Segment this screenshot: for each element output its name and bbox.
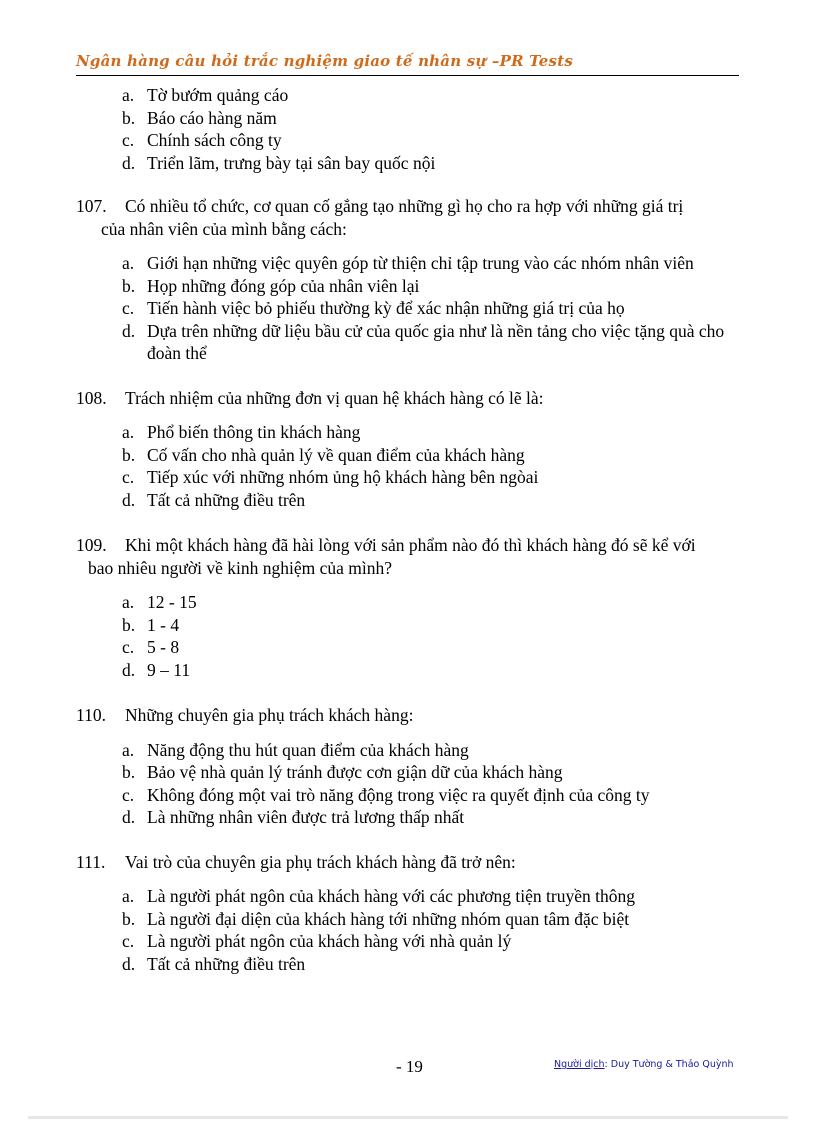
- question-number: 111.: [76, 851, 106, 872]
- option-item: d. 9 – 11: [122, 659, 191, 680]
- question-text: 110. Những chuyên gia phụ trách khách hàng:: [76, 705, 414, 725]
- question-109: [76, 534, 748, 681]
- page-header-title: Ngân hàng câu hỏi trắc nghiệm giao tế nhân sự –PR Tests: [76, 52, 573, 70]
- question-111: [76, 851, 748, 976]
- answer-options: [76, 739, 748, 829]
- option-item: a. Năng động thu hút quan điểm của khách hàng: [122, 739, 469, 760]
- answer-options: [76, 421, 748, 511]
- option-item: a. Tờ bướm quảng cáo: [122, 85, 289, 105]
- question-text: 109. Khi một khách hàng đã hài lòng với sản phẩm nào đó thì khách hàng đó sẽ kể với bao nhiêu người về kinh nghiệm của mình?: [76, 535, 696, 578]
- page-content: [76, 84, 748, 975]
- question-number: 109.: [76, 535, 107, 555]
- option-item: a. Là người phát ngôn của khách hàng với các phương tiện truyền thông: [122, 886, 635, 906]
- page-number: - 19: [396, 1057, 423, 1076]
- option-item: a. 12 - 15: [122, 592, 197, 612]
- question-number: 107.: [76, 196, 107, 216]
- option-item: d. Triển lãm, trưng bày tại sân bay quốc nội: [122, 152, 436, 173]
- option-item: d. Là những nhân viên được trả lương thấp nhất: [122, 807, 465, 827]
- question-number: 110.: [76, 705, 106, 725]
- option-item: c. Chính sách công ty: [122, 130, 282, 150]
- question-text: 107. Có nhiều tổ chức, cơ quan cố gắng tạo những gì họ cho ra hợp với những giá trị của nhân viên của mình bằng cách:: [76, 196, 684, 239]
- option-item: c. Tiến hành việc bỏ phiếu thường kỳ để xác nhận những giá trị của họ: [122, 298, 625, 318]
- option-item: b. Là người đại diện của khách hàng tới những nhóm quan tâm đặc biệt: [122, 908, 630, 929]
- option-item: d. Dựa trên những dữ liệu bầu cử của quốc gia như là nền tảng cho việc tặng quà cho đoàn thể: [122, 320, 725, 363]
- option-item: b. Cố vấn cho nhà quản lý về quan điểm của khách hàng: [122, 444, 525, 465]
- question-108: [76, 387, 748, 512]
- option-item: a. Giới hạn những việc quyên góp từ thiện chỉ tập trung vào các nhóm nhân viên: [122, 253, 694, 273]
- option-item: d. Tất cả những điều trên: [122, 953, 306, 974]
- translator-label: Người dịch: [554, 1059, 605, 1070]
- answer-options: [76, 252, 748, 365]
- continued-options: [76, 84, 748, 174]
- translator-names: : Duy Tường & Thảo Quỳnh: [604, 1059, 734, 1070]
- option-item: c. Tiếp xúc với những nhóm ủng hộ khách hàng bên ngòai: [122, 467, 539, 487]
- page-bottom-edge: [28, 1116, 788, 1119]
- option-item: c. Không đóng một vai trò năng động trong việc ra quyết định của công ty: [122, 784, 650, 805]
- question-107: [76, 195, 748, 365]
- question-text: 108. Trách nhiệm của những đơn vị quan hệ khách hàng có lẽ là:: [76, 387, 544, 408]
- translator-credit: [554, 1059, 734, 1070]
- question-text: 111. Vai trò của chuyên gia phụ trách khách hàng đã trở nên:: [76, 851, 516, 872]
- option-item: b. 1 - 4: [122, 614, 180, 635]
- option-item: b. Họp những đóng góp của nhân viên lại: [122, 275, 420, 296]
- question-number: 108.: [76, 387, 107, 408]
- answer-options: [76, 885, 748, 975]
- answer-options: [76, 591, 748, 681]
- option-item: d. Tất cả những điều trên: [122, 489, 306, 510]
- option-item: b. Bảo vệ nhà quản lý tránh được cơn giận dữ của khách hàng: [122, 762, 563, 782]
- header-divider: [76, 75, 739, 76]
- question-110: [76, 704, 748, 829]
- option-item: a. Phổ biến thông tin khách hàng: [122, 422, 361, 442]
- option-item: c. 5 - 8: [122, 637, 180, 657]
- option-item: c. Là người phát ngôn của khách hàng với nhà quản lý: [122, 931, 512, 951]
- option-item: b. Báo cáo hàng năm: [122, 107, 277, 128]
